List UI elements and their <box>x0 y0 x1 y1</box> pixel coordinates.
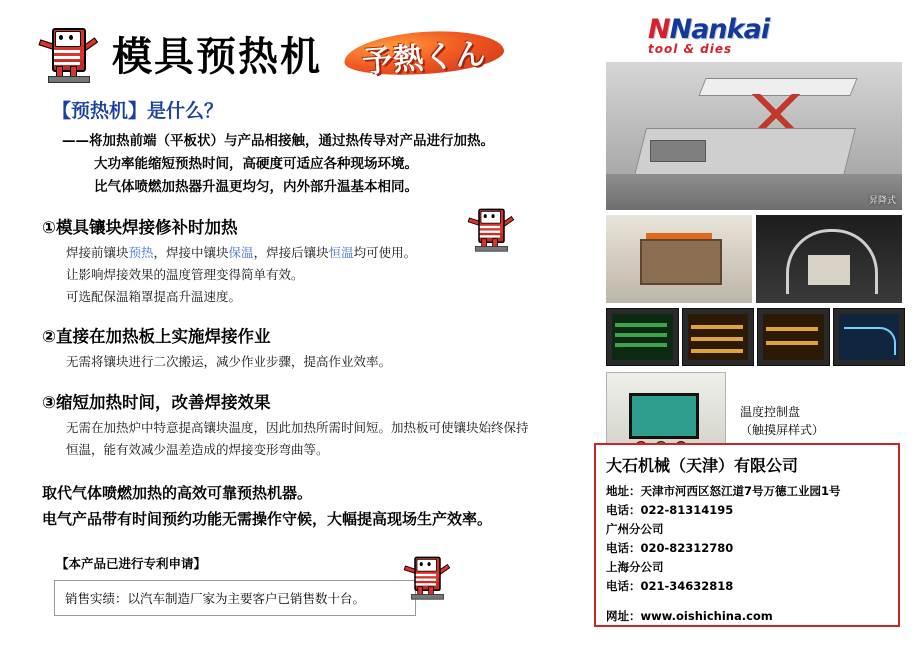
page-title: 模具预热机 <box>112 33 322 80</box>
txt: 焊接前镶块 <box>66 244 129 260</box>
section-1-line-3: 可选配保温箱罩提高升温速度。 <box>66 288 242 304</box>
sales-record-text: 销售实绩：以汽车制造厂家为主要客户已销售数十台。 <box>65 591 366 607</box>
closing-statement <box>42 481 582 532</box>
screen-surface <box>763 314 824 360</box>
floor-shape <box>606 174 902 210</box>
closing-line-2: 电气产品带有时间预约功能无需操作守候，大幅提高现场生产效率。 <box>42 509 493 528</box>
control-panel-caption-line-2: （触摸屏样式） <box>740 423 825 437</box>
right-photo-column <box>598 14 908 470</box>
left-content-column <box>42 96 582 616</box>
insulation-cover-photo <box>756 215 902 303</box>
brand-logo <box>648 14 828 58</box>
section-1-line-2: 让影响焊接效果的温度管理变得简单有效。 <box>66 266 304 282</box>
photo-caption-lift: 昇降式 <box>868 196 896 206</box>
product-logo-text: 予熱くん <box>361 36 488 81</box>
highlight-keepwarm: 保温 <box>228 244 254 260</box>
patent-note: 【本产品已进行专利申请】 <box>56 556 207 572</box>
heater-mascot-icon-tertiary <box>408 552 450 600</box>
control-screen-green-photo <box>606 308 679 366</box>
section-1-title: ①模具镶块焊接修补时加热 <box>42 217 238 237</box>
lift-type-machine-photo <box>606 62 902 210</box>
intro-question: 【预热机】是什么？ <box>52 100 224 122</box>
section-2-title: ②直接在加热板上实施焊接作业 <box>42 327 271 347</box>
intro-line-1: ——将加热前端（平板状）与产品相接触，通过热传导对产品进行加热。 <box>62 133 494 149</box>
section-3 <box>42 389 582 461</box>
section-2-body <box>66 351 582 373</box>
intro-line-2: 大功率能缩短预热时间，高硬度可适应各种现场环境。 <box>94 155 418 172</box>
highlight-preheat: 预热 <box>128 244 154 260</box>
contact-box <box>594 443 900 627</box>
contact-address: 地址：天津市河西区怒江道7号万德工业园1号 <box>606 484 841 498</box>
contact-branch-shanghai: 上海分公司 <box>606 559 664 574</box>
txt: ，焊接后镶块 <box>253 244 329 260</box>
txt: ，焊接中镶块 <box>153 244 229 260</box>
heater-mascot-icon-secondary <box>472 204 514 252</box>
control-screen-amber-photo <box>682 308 755 366</box>
temperature-curve-shape <box>844 327 896 355</box>
section-3-title: ③缩短加热时间，改善焊接效果 <box>42 393 271 413</box>
screen-surface <box>612 314 673 360</box>
brand-logo-sub: tool & dies <box>648 42 733 56</box>
contact-phone-shanghai: 电话：021-34632818 <box>606 578 734 593</box>
contact-phone-guangzhou: 电话：020-82312780 <box>606 540 734 555</box>
section-2-line-1: 无需将镶块进行二次搬运，减少作业步骤，提高作业效率。 <box>66 354 392 370</box>
machine-panel-shape <box>650 140 706 162</box>
temperature-chart-photo <box>833 308 906 366</box>
product-logo <box>344 26 504 80</box>
contact-phone-main: 电话：022-81314195 <box>606 502 734 517</box>
panel-display-shape <box>629 393 699 439</box>
sales-record-box <box>54 580 416 616</box>
document-header <box>44 22 504 84</box>
highlight-constanttemp: 恒温 <box>328 244 354 260</box>
section-2 <box>42 323 582 373</box>
section-3-line-1: 无需在加热炉中特意提高镶块温度，因此加热所需时间短。加热板可使镶块始终保持 <box>66 420 529 436</box>
section-3-body <box>66 417 582 461</box>
control-screen-amber-photo-2 <box>757 308 830 366</box>
brand-logo-main: NNankai <box>648 14 770 45</box>
brand-logo-main-text: Nankai <box>669 14 770 45</box>
contact-website[interactable]: 网址：www.oishichina.com <box>606 608 773 623</box>
control-panel-caption-line-1: 温度控制盘 <box>740 405 801 419</box>
photo-row-3 <box>606 308 908 366</box>
cover-inner-shape <box>808 255 850 285</box>
heated-block-photo <box>606 215 752 303</box>
txt: 均可使用。 <box>353 244 417 260</box>
die-block-shape <box>640 239 722 285</box>
control-panel-caption <box>740 403 824 439</box>
heater-mascot-icon <box>44 22 98 84</box>
intro-line-3: 比气体喷燃加热器升温更均匀，内外部升温基本相同。 <box>94 178 418 195</box>
closing-line-1: 取代气体喷燃加热的高效可靠预热机器。 <box>42 484 313 503</box>
photo-row-2 <box>606 215 908 303</box>
contact-company-name: 大石机械（天津）有限公司 <box>606 456 799 475</box>
contact-branch-guangzhou: 广州分公司 <box>606 521 664 536</box>
section-3-line-2: 恒温，能有效减少温差造成的焊接变形弯曲等。 <box>66 442 329 458</box>
